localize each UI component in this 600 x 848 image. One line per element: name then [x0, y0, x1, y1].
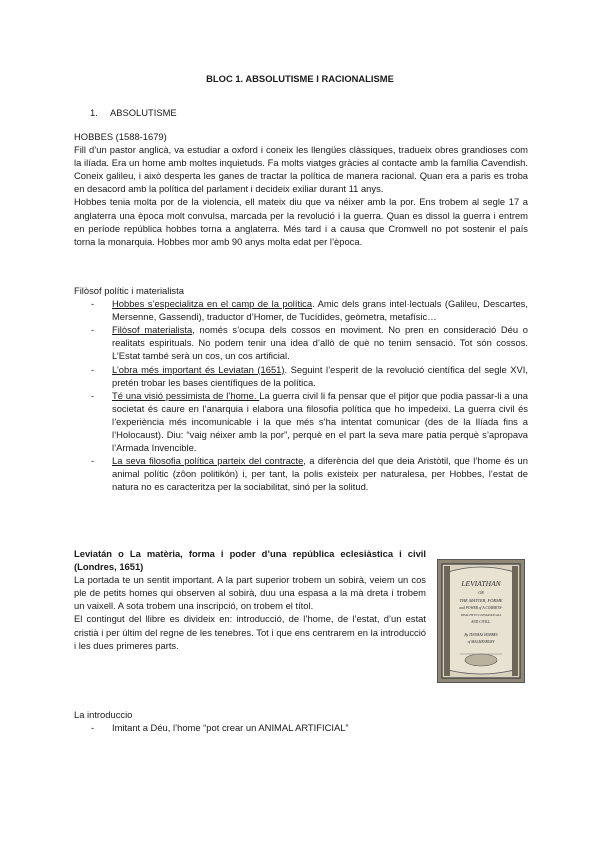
- hobbes-paragraph-1: Fill d’un pastor anglicà, va estudiar a oxford i coneix les llengües clàssiques, tradueix obres grandioses com la ilíada. Era un home amb moltes inquietuds. Fa molts viatges gràcies al contacte amb la família Cavendish. Coneix galileu, i això desperta les ganes de tractar la política de manera racional. Quan era a paris es troba en desacord amb la política del parlament i decideix exiliar durant 11 anys.: [74, 144, 528, 195]
- hobbes-paragraph-2: Hobbes tenia molta por de la violencia, ell mateix diu que va néixer amb la por. Ens trobem al segle 17 a anglaterra una època molt convulsa, marcada per la revolució i la guerra. Quan es dissol la guerra i entrem en període república hobbes torna a anglaterra. Més tard i a causa que Cromwell no pot sostenir el país torna la monarquia. Hobbes mor amb 90 anys molta edat per l’època.: [74, 196, 528, 247]
- leviatan-paragraph-1: La portada te un sentit important. A la part superior trobem un sobirà, veiem un cos ple de petits homes qui observen al sobirà, duu una espasa a la mà dreta i trobem un vaixell. A sota trobem una inscripció, on trobem el títol.: [74, 574, 426, 612]
- list-item-underlined: Té una visió pessimista de l’home.: [112, 389, 260, 401]
- list-item-text: , a diferència del que deia Aristòtil, que l’home és un animal polític (zôon politikón) i, per tant, la polis existeix per naturalesa, per Hobbes, l’estat de natura no es caracteritza per la sociabilitat, sinó per la solitud.: [112, 455, 528, 493]
- leviatan-heading: Leviatán o La matèria, forma i poder d’una república eclesiàstica i civil (Londres, 1651): [74, 548, 426, 573]
- cover-line: of MALMESBURY: [467, 640, 495, 644]
- cover-illustration: [438, 560, 524, 682]
- section-heading-absolutisme: [90, 106, 177, 119]
- list-item-text: , només s’ocupa dels cossos en moviment. No pren en consideració Déu o realitats espirituals. No podem tenir una idea d’allò de què no tenim sensació. Tot són cossos. L’Estat també serà un cos, un cos artificial.: [112, 324, 528, 362]
- list-item-underlined: Hobbes s’especialitza en el camp de la política: [112, 298, 313, 310]
- hobbes-section: [74, 130, 528, 248]
- leviathan-cover-image: [437, 559, 525, 683]
- filosof-list: [74, 297, 528, 493]
- cover-line: By THOMAS HOBBES: [464, 633, 498, 637]
- cover-line: OR: [478, 590, 484, 595]
- cover-line: WEALTH ECCLESIASTICALL: [460, 613, 502, 617]
- list-item-text: . Seguint l’esperit de la revolució científica del segle XVI, pretén trobar les bases científiques de la política.: [112, 363, 528, 388]
- leviatan-paragraph-2: El contingut del llibre es divideix en: introducció, de l’home, de l’estat, d’un estat cristià i per últim del regne de les tenebres. Tot i que ens centrarem en la introducció i les dues primeres parts.: [74, 613, 426, 651]
- intro-section: [74, 708, 528, 734]
- list-item-underlined: L’obra més important és Leviatan (1651): [112, 363, 285, 375]
- list-item-underlined: Filòsof materialista: [112, 324, 193, 336]
- list-item: [74, 363, 528, 389]
- filosof-section: [74, 284, 528, 494]
- page-title: BLOC 1. ABSOLUTISME I RACIONALISME: [206, 73, 394, 84]
- hobbes-heading: HOBBES (1588-1679): [74, 131, 167, 142]
- list-item-text: . Amic dels grans intel·lectuals (Galileu, Descartes, Mersenne, Gassendi), traductor d’Homer, de Tucídides, geòmetra, metafísic…: [112, 298, 528, 323]
- filosof-heading: Filòsof polític i materialista: [74, 285, 184, 296]
- cover-title: LEVIATHAN: [461, 579, 501, 588]
- list-item: [74, 389, 528, 454]
- cover-line: and POWER of A COMMON-: [459, 606, 503, 610]
- list-item: [74, 454, 528, 493]
- list-item-underlined: La seva filosofia política parteix del contracte: [112, 455, 304, 467]
- cover-line: THE MATTER, FORME: [459, 598, 503, 603]
- list-item-text: La guerra civil li fa pensar que el pitjor que podia passar-li a una societat és caure en l’anarquia i elabora una filosofia política que ho impedeixi. La guerra civil és l’experiència més incomunicable i la que més s’ha intentat comunicar (des de la Ilíada fins a l’Holocaust). Diu: “vaig néixer amb la por”, perquè en el part la seva mare patia perquè s’apropava l’Armada Invencible.: [112, 389, 528, 454]
- list-item: [74, 323, 528, 362]
- intro-list: [74, 721, 528, 734]
- intro-heading: La introduccio: [74, 709, 133, 720]
- section-number: 1.: [90, 107, 98, 118]
- cover-line: AND CIVILL.: [471, 620, 491, 624]
- leviatan-section: [74, 547, 426, 652]
- section-label: ABSOLUTISME: [110, 107, 177, 118]
- list-item: [74, 297, 528, 323]
- list-item: - Imitant a Déu, l’home “pot crear un ANIMAL ARTIFICIAL”: [74, 721, 528, 734]
